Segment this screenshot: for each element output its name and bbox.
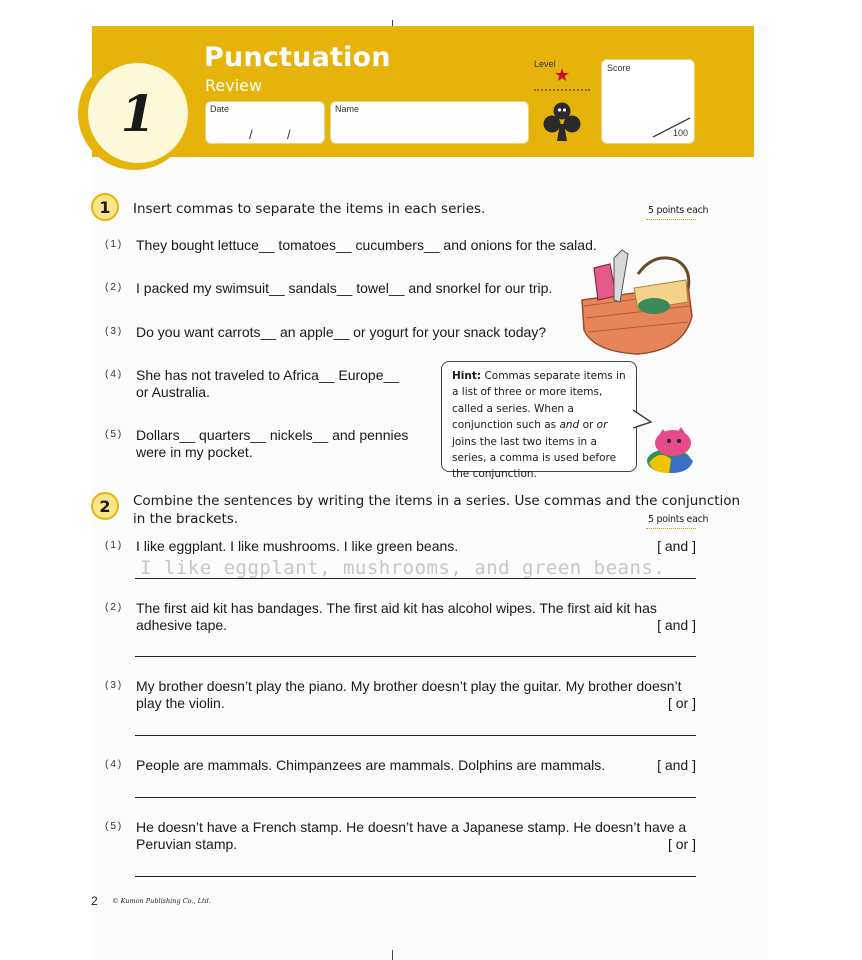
hint-or-connector: or — [582, 419, 594, 432]
question-text: People are mammals. Chimpanzees are mammals. Dolphins are mammals. — [136, 757, 606, 773]
conjunction-bracket: [ and ] — [657, 757, 696, 773]
answer-line[interactable] — [135, 656, 696, 657]
points-underline — [646, 528, 696, 529]
date-slash: / — [287, 127, 291, 142]
picnic-basket-illustration — [576, 246, 696, 358]
question-number: (2) — [105, 282, 124, 293]
club-icon — [541, 100, 583, 144]
section-2-instruction: Combine the sentences by writing the items in a series. Use commas and the conjunction — [133, 493, 741, 509]
section-1-points: 5 points each — [648, 205, 709, 216]
hint-and-word: and — [559, 419, 580, 432]
conjunction-bracket: [ and ] — [657, 617, 696, 633]
example-answer: I like eggplant, mushrooms, and green beans. — [140, 557, 666, 579]
unit-badge-inner — [88, 63, 188, 163]
points-underline — [646, 219, 696, 220]
hint-text-end: joins the last two items in a series, a comma is used before the conjunction. — [452, 435, 617, 481]
hint-box — [441, 361, 637, 481]
question-number: (4) — [105, 369, 124, 380]
question-text-line-2: Peruvian stamp. — [136, 836, 238, 852]
question-text-line-2: play the violin. — [136, 695, 225, 711]
question-text-line-2: adhesive tape. — [136, 617, 228, 633]
question-number: (5) — [105, 821, 124, 832]
crop-mark — [392, 950, 393, 960]
question-text: He doesn’t have a French stamp. He doesn’t have a Japanese stamp. He doesn’t have a — [136, 819, 687, 835]
question-text: Dollars__ quarters__ nickels__ and pennies — [136, 427, 409, 443]
question-number: (2) — [105, 602, 124, 613]
score-max: 100 — [673, 128, 689, 138]
name-field[interactable] — [330, 101, 529, 144]
question-text-line-2: were in my pocket. — [136, 444, 253, 460]
conjunction-bracket: [ or ] — [667, 695, 696, 711]
conjunction-bracket: [ and ] — [657, 538, 696, 554]
section-2-points: 5 points each — [648, 514, 709, 525]
page-subtitle: Review — [205, 76, 263, 95]
section-1-instruction: Insert commas to separate the items in each series. — [133, 201, 486, 217]
score-label: Score — [607, 63, 631, 73]
copyright-notice: © Kumon Publishing Co., Ltd. — [112, 897, 211, 905]
question-number: (1) — [105, 239, 124, 250]
section-2-instruction-line-2: in the brackets. — [133, 511, 239, 527]
question-text: The first aid kit has bandages. The first aid kit has alcohol wipes. The first aid kit has — [136, 600, 657, 616]
unit-number: 1 — [120, 83, 156, 143]
question-number: (5) — [105, 429, 124, 440]
star-icon: ★ — [554, 65, 571, 85]
page-title: Punctuation — [204, 42, 391, 73]
section-1-badge: 1 — [91, 193, 119, 221]
question-text: I like eggplant. I like mushrooms. I like green beans. — [136, 538, 459, 554]
question-text: She has not traveled to Africa__ Europe__ — [136, 367, 400, 383]
level-dots — [534, 89, 590, 91]
page-number: 2 — [91, 894, 98, 908]
answer-line[interactable] — [135, 797, 696, 798]
question-text: My brother doesn’t play the piano. My brother doesn’t play the guitar. My brother doesn’t — [136, 678, 682, 694]
cow-mascot-illustration — [645, 419, 697, 474]
question-text: They bought lettuce__ tomatoes__ cucumbers__ and onions for the salad. — [136, 237, 597, 253]
question-number: (4) — [105, 759, 124, 770]
question-number: (3) — [105, 680, 124, 691]
date-label: Date — [210, 104, 230, 114]
date-slash: / — [249, 127, 253, 142]
answer-line[interactable] — [135, 876, 696, 877]
question-text-line-2: or Australia. — [136, 384, 210, 400]
question-text: I packed my swimsuit__ sandals__ towel__ and snorkel for our trip. — [136, 280, 553, 296]
section-2-badge: 2 — [91, 492, 119, 520]
name-label: Name — [335, 104, 360, 114]
crop-mark — [392, 20, 393, 26]
hint-label: Hint: — [452, 370, 482, 382]
question-text: Do you want carrots__ an apple__ or yogurt for your snack today? — [136, 324, 547, 340]
level-label: Level — [534, 59, 556, 69]
question-number: (3) — [105, 326, 124, 337]
hint-text: Commas separate items in a list of three or more items, called a series. When a conjunction such as — [452, 370, 626, 432]
hint-or-word: or — [596, 419, 608, 432]
conjunction-bracket: [ or ] — [667, 836, 696, 852]
answer-line[interactable] — [135, 578, 696, 579]
answer-line[interactable] — [135, 735, 696, 736]
question-number: (1) — [105, 540, 124, 551]
